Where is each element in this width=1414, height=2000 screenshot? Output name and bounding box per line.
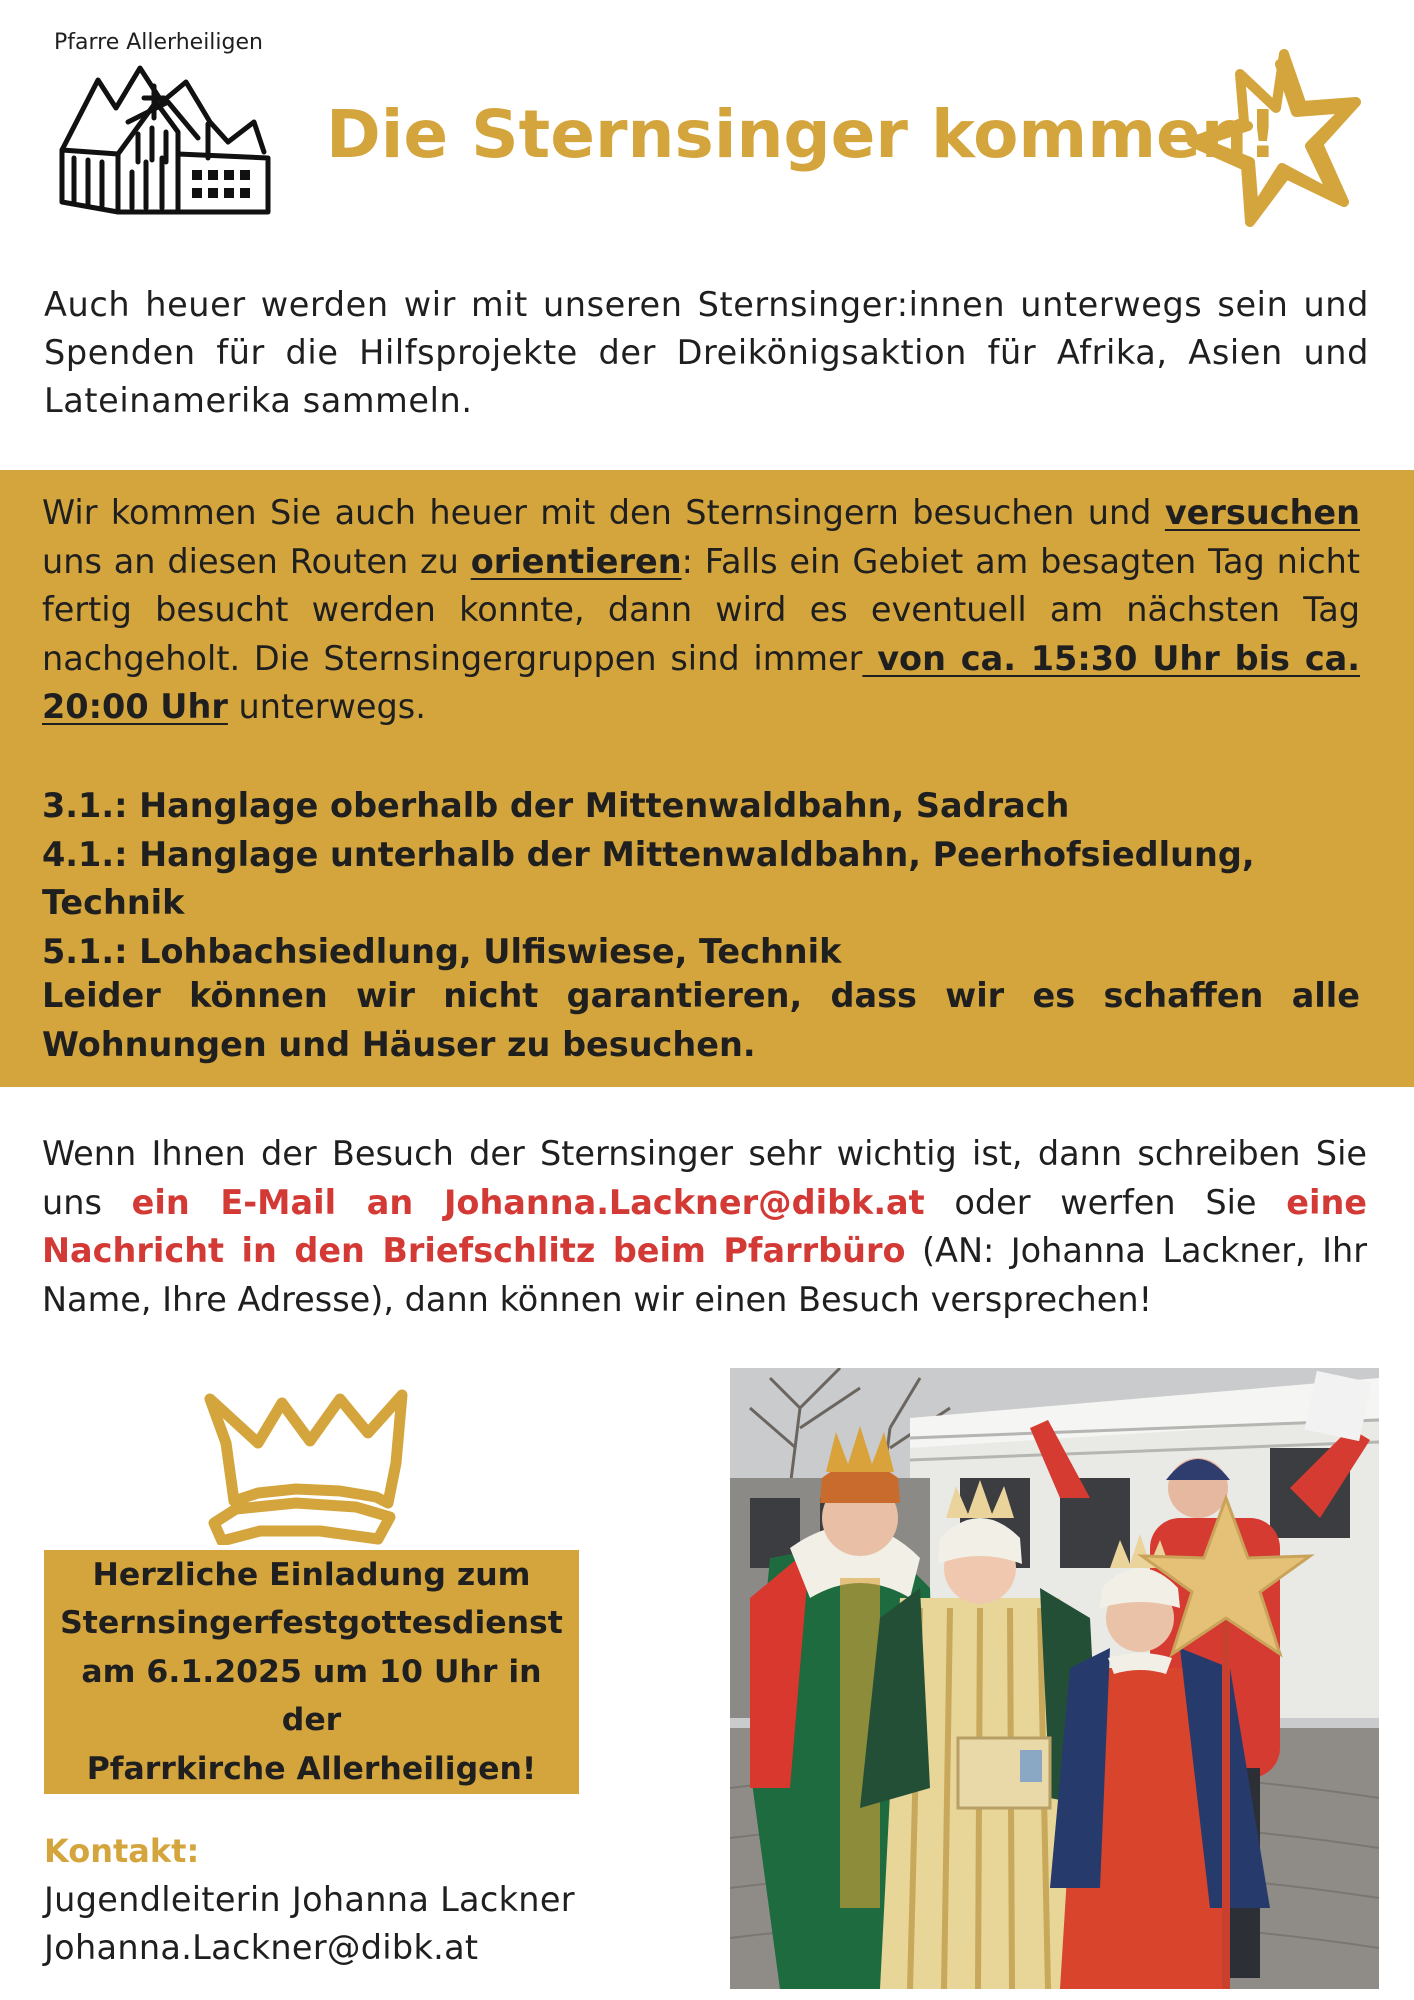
visit-info-text: Wir kommen Sie auch heuer mit den Sternsingern besuchen und versuchen uns an diesen Routen zu orientieren: Falls ein Gebiet am besagten Tag nicht fertig besucht werden konnte, dann wird es eventuell am nächsten Tag nachgeholt. Die Sternsingergruppen sind immer von ca. 15:30 Uhr bis ca. 20:00 Uhr unterwegs. — [42, 493, 1361, 726]
intro-text: Auch heuer werden wir mit unseren Sternsinger:innen unterwegs sein und Spenden für die Hilfsprojekte der Dreikönigsaktion für Afrika, Asien und Lateinamerika sammeln. — [44, 285, 1369, 420]
star-icon — [1184, 46, 1362, 232]
headline: Die Sternsinger kommen! — [326, 96, 1278, 173]
contact-name: Jugendleiterin Johanna Lackner — [44, 1880, 575, 1919]
contact-instructions: Wenn Ihnen der Besuch der Sternsinger sehr wichtig ist, dann schreiben Sie uns ein E-Mail an Johanna.Lackner@dibk.at oder werfen Sie eine Nachricht in den Briefschlitz beim Pfarrbüro (AN: Johanna Lackner, Ihr Name, Ihre Adresse), dann können wir einen Besuch versprechen! — [42, 1134, 1368, 1319]
route-list — [42, 782, 1360, 976]
parish-name: Pfarre Allerheiligen — [54, 30, 263, 55]
route-item: 3.1.: Hanglage oberhalb der Mittenwaldbahn, Sadrach — [42, 786, 1070, 825]
invitation-box — [44, 1550, 579, 1794]
time-window: von ca. 15:30 Uhr bis ca. 20:00 Uhr — [42, 638, 1361, 726]
contact-email[interactable]: Johanna.Lackner@dibk.at — [44, 1928, 479, 1967]
invitation-text: Herzliche Einladung zum Sternsingerfestgottesdienst am 6.1.2025 um 10 Uhr in der Pfarrkirche Allerheiligen! — [60, 1556, 563, 1787]
mailbox-hint: eine Nachricht in den Briefschlitz beim Pfarrbüro — [42, 1182, 1368, 1270]
contact-label: Kontakt: — [44, 1832, 200, 1870]
star-singers-photo — [730, 1368, 1379, 1989]
underline-orientieren: orientieren — [470, 541, 682, 581]
route-item: 4.1.: Hanglage unterhalb der Mittenwaldbahn, Peerhofsiedlung, Technik — [42, 834, 1255, 922]
underline-versuchen: versuchen — [1164, 493, 1360, 532]
church-logo — [58, 62, 272, 220]
warning-text: Leider können wir nicht garantieren, dass wir es schaffen alle Wohnungen und Häuser zu besuchen. — [42, 976, 1360, 1064]
email-hint: ein E-Mail an Johanna.Lackner@dibk.at — [131, 1182, 925, 1222]
crown-icon — [200, 1383, 408, 1545]
route-item: 5.1.: Lohbachsiedlung, Ulfiswiese, Technik — [42, 931, 842, 971]
